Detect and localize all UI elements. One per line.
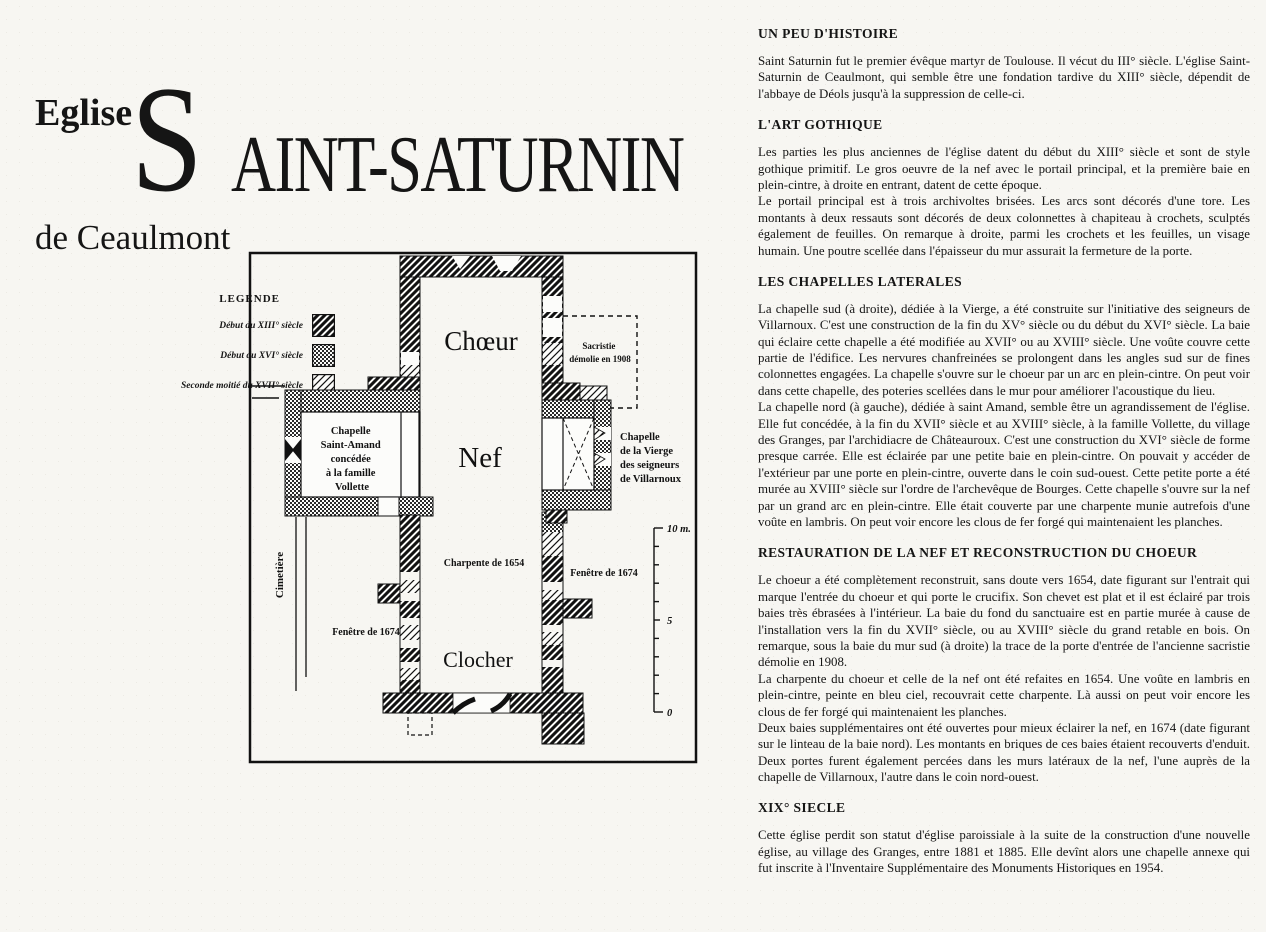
sacristy-label: Sacristie démolie en 1908 bbox=[569, 341, 631, 364]
paragraph: La chapelle sud (à droite), dédiée à la Vierge, a été construite sur l'initiative des seigneurs de Villarnoux. C'est une construction de la fin du XV° siècle ou du début du XVI° siècle. La baie qui éclaire cette chapelle a été modifiée au XVII° ou au XVIII° siècle. Une voûte couvre cette partie de l'édifice. Les nervures chanfreinées se prolongent dans les angles sud sur de fines colonnettes engagées. La chapelle s'ouvre sur le choeur par un arc en plein-cintre. On peut voir dans cette chapelle, des poteries scellées dans le mur pour améliorer l'acoustique du lieu. bbox=[758, 301, 1250, 398]
legend-title: LEGENDE bbox=[219, 293, 280, 305]
room-label-choir: Chœur bbox=[444, 326, 518, 356]
paragraph: Cette église perdit son statut d'église paroissiale à la suite de la construction d'une nouvelle église, au village des Granges, entre 1881 et 1885. Elle devînt alors une chapelle annexe qui fut inscrite à l'Inventaire Supplémentaire des Monuments Historiques en 1954. bbox=[758, 828, 1250, 876]
section-heading-xix-siecle: XIX° SIECLE bbox=[758, 800, 846, 816]
paragraph: Le portail principal est à trois archivoltes brisées. Les arcs sont décorés d'une tore. Les montants à deux ressauts sont décorés de deux colonnettes à chapiteau à crochets, sculptés également de feuilles. On remarque à droite, parmi les crochets et les feuilles, un visage humain. Une poutre scellée dans l'épaisseur du mur assurait la fermeture de la porte. bbox=[758, 194, 1250, 258]
scale-label-5: 5 bbox=[667, 616, 673, 627]
title-initial: S bbox=[131, 55, 203, 223]
floor-plan bbox=[248, 251, 698, 765]
legend-label: Seconde moitié du XVII° siècle bbox=[180, 380, 303, 391]
south-chapel-label: Chapelle de la Vierge des seigneurs de Villarnoux bbox=[620, 432, 681, 485]
room-label-tower: Clocher bbox=[443, 647, 513, 672]
paragraph: Saint Saturnin fut le premier évêque martyr de Toulouse. Il vécut du III° siècle. L'église Saint-Saturnin de Ceaulmont, qui semble être une fondation tardive du XIII° siècle, dépendit de l'abbaye de Déols jusqu'à la suppression de celle-ci. bbox=[758, 54, 1250, 101]
section-heading-restauration: RESTAURATION DE LA NEF ET RECONSTRUCTION DU CHOEUR bbox=[758, 545, 1198, 561]
paragraph: Deux baies supplémentaires ont été ouvertes pour mieux éclairer la nef, en 1674 (date figurant sur le linteau de la baie nord). Les montants en briques de ces baies étaient recouverts d'enduit. Deux portes furent également percées dans les murs latéraux de la nef, l'une auprès de la chapelle de Villarnoux, l'autre dans le coin nord-ouest. bbox=[758, 720, 1250, 785]
nave-east-wall bbox=[542, 512, 592, 693]
roof-annotation: Charpente de 1654 bbox=[443, 558, 525, 569]
south-chapel bbox=[542, 383, 611, 523]
scale-label-0: 0 bbox=[667, 708, 673, 719]
document-title bbox=[35, 55, 725, 265]
cemetery-wall bbox=[296, 517, 306, 691]
choir-walls bbox=[400, 256, 563, 383]
scale-label-10m: 10 m. bbox=[667, 524, 691, 535]
nave-west-wall bbox=[378, 515, 420, 693]
scale-bar bbox=[654, 528, 663, 712]
room-label-nave: Nef bbox=[458, 442, 502, 474]
paragraph: La chapelle nord (à gauche), dédiée à saint Amand, semble être un agrandissement de l'église. Elle fut concédée, à la fin du XVII° siècle et au XVIII° siècle, à la famille Vollette, du village des Granges, par l'archidiacre de Châteauroux. C'est une construction du XVI° siècle de forme presque carrée. Elle est éclairée par une petite baie en plein-cintre. On pouvait y accéder de l'extérieur par une porte en plein-cintre, ouverte dans le coin sud-ouest. Cette petite porte a été murée au XVIII° siècle sur l'ordre de l'archevêque de Bourges. Cette chapelle s'ouvre sur la nef par un grand arc en plein-cintre. Elle était couverte par une charpente munie autrefois d'une voûte en lambris. On peut voir encore les clous de fer forgé qui maintenaient les planches. bbox=[758, 400, 1250, 529]
section-heading-art-gothique: L'ART GOTHIQUE bbox=[758, 117, 883, 133]
window-east-annotation: Fenêtre de 1674 bbox=[570, 568, 638, 579]
title-prefix: Eglise bbox=[35, 92, 133, 134]
paragraph: Les parties les plus anciennes de l'église datent du début du XIII° siècle et sont de style gothique primitif. Le gros oeuvre de la nef avec le portail principal, et la première baie en plein-cintre, à droite en entrant, datent de cette époque. bbox=[758, 145, 1250, 192]
paragraph: La charpente du choeur et celle de la nef ont été refaites en 1654. Une voûte en lambris en plein-cintre, peinte en bleu ciel, recouvrait cette charpente. Là aussi on peut voir encore les clous de fer forgé qui maintenaient les planches. bbox=[758, 671, 1250, 719]
section-heading-histoire: UN PEU D'HISTOIRE bbox=[758, 26, 899, 41]
section-heading-chapelles: LES CHAPELLES LATERALES bbox=[758, 273, 963, 289]
article-column bbox=[758, 20, 1250, 877]
title-subtitle: de Ceaulmont bbox=[35, 218, 231, 257]
window-west-annotation: Fenêtre de 1674 bbox=[332, 627, 400, 638]
cemetery-label: Cimetière bbox=[274, 551, 286, 599]
south-wall-portal bbox=[383, 693, 584, 744]
north-chapel-label: Chapelle Saint-Amand concédée à la famille Vollette bbox=[320, 426, 381, 493]
paragraph: Le choeur a été complètement reconstruit, sans doute vers 1654, date figurant sur l'entrait qui marque l'entrée du choeur et qui porte le crucifix. Son chevet est plat et il est éclairé par trois baies très ébrasées à l'intérieur. La baie du fond du sanctuaire est en partie murée à cause de l'installation vers la fin du XVII° siècle, ou au XVIII° siècle du grand retable en bois. On remarque, sous la baie du mur sud (à droite) la trace de la porte d'entrée de l'ancienne sacristie démolie en 1908. bbox=[758, 573, 1250, 670]
title-name: AINT-SATURNIN bbox=[231, 121, 684, 209]
legend-label: Début du XVI° siècle bbox=[220, 350, 303, 361]
legend-label: Début du XIII° siècle bbox=[219, 320, 303, 331]
